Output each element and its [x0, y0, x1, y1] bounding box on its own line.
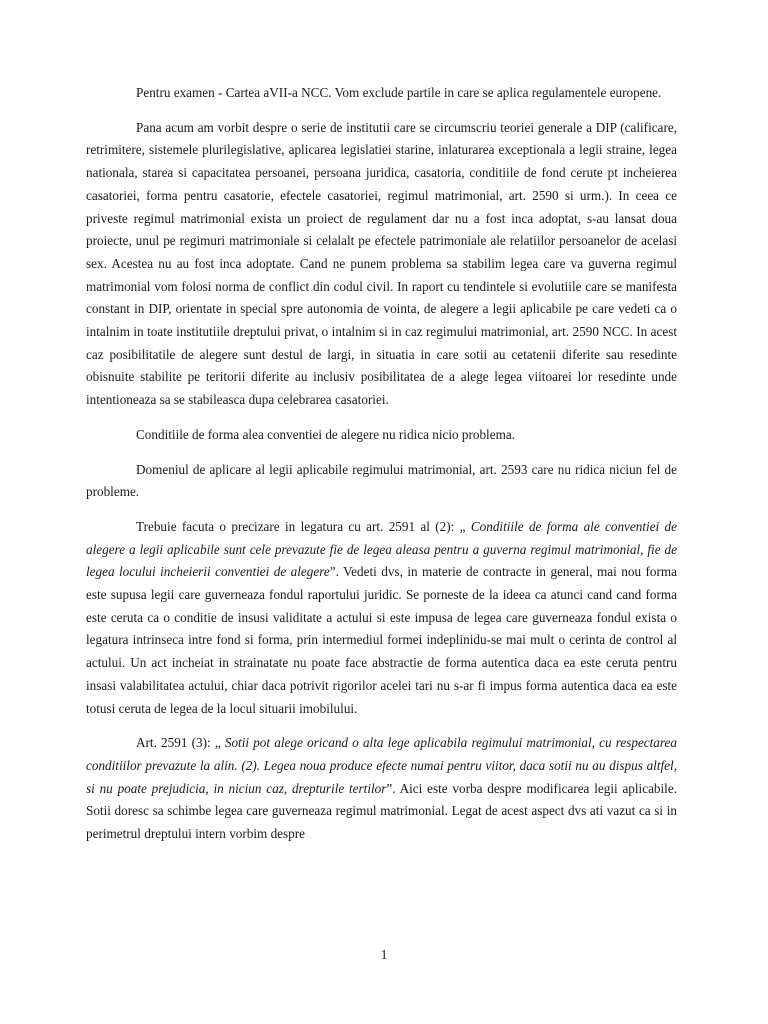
- paragraph-text: Conditiile de forma alea conventiei de alegere nu ridica nicio problema.: [136, 426, 515, 442]
- paragraph-text: Domeniul de aplicare al legii aplicabile regimului matrimonial, art. 2593 care nu ridica niciun fel de probleme.: [86, 461, 677, 500]
- paragraph: [86, 732, 677, 846]
- paragraph-text: Pentru examen - Cartea aVII-a NCC. Vom exclude partile in care se aplica regulamentele europene.: [136, 85, 662, 100]
- paragraph: [86, 82, 677, 105]
- document-body: [86, 82, 677, 858]
- quoted-article-text: Sotii pot alege oricand o alta lege aplicabila regimului matrimonial, cu respectarea conditiilor prevazute la alin. (2). Legea noua produce efecte numai pentru viitor, daca sotii nu au dispus altfel, si nu poate prejudicia, in niciun caz, drepturile tertilor: [86, 735, 677, 796]
- paragraph: [86, 516, 677, 720]
- paragraph-text: ”. Vedeti dvs, in materie de contracte in general, mai nou forma este supusa legii care guverneaza fondul raportului juridic. Se porneste de la ideea ca atunci cand cand forma este ceruta ca o conditie de insusi validitate a actului si este impusa de legea care guverneaza fondul exista o legatura intrinseca intre fond si forma, prin intermediul formei indeplinidu-se mai mult o cerinta de control al actului. Un act incheiat in strainatate nu poate face abstractie de forma autentica daca ea este ceruta pentru insasi valabilitatea actului, chiar daca potrivit rigorilor acelei tari nu s-ar fi impus forma autentica daca ea este totusi ceruta de legea de la locul situarii imobilului.: [86, 564, 678, 716]
- paragraph-text: Trebuie facuta o precizare in legatura cu art. 2591 al (2): „: [136, 518, 471, 534]
- page-number: 1: [380, 947, 388, 962]
- quoted-article-text: Conditiile de forma ale conventiei de alegere a legii aplicabile sunt cele prevazute fie de legea aleasa pentru a guverna regimul matrimonial, fie de legea locului incheierii conventiei de alegere: [86, 518, 677, 580]
- paragraph: [86, 117, 677, 412]
- paragraph: [86, 459, 677, 504]
- paragraph-text: Pana acum am vorbit despre o serie de institutii care se circumscriu teoriei generale a DIP (calificare, retrimitere, sistemele plurilegislative, aplicarea legislatiei starine, inlaturarea exceptionala a legii straine, legea nationala, starea si capacitatea persoanei, persoana juridica, casatoria, conditiile de fond cerute pt incheierea casatoriei, forma pentru casatorie, efectele casatoriei, regimul matrimonial, art. 2590 si urm.). In ceea ce priveste regimul matrimonial exista un proiect de regulament dar nu a fost inca adoptat, s-au lansat doua proiecte, unul pe regimuri matrimoniale si celalalt pe efectele patrimoniale ale relatiilor persoanelor de acelasi sex. Acestea nu au fost inca adoptate. Cand ne punem problema sa stabilim legea care va guverna regimul matrimonial vom folosi norma de conflict din codul civil. In raport cu tendintele si evolutiile care se manifesta constant in DIP, orientate in special spre autonomia de vointa, de alegere a legii aplicabile pe care vedeti ca o intalnim in toate institutiile dreptului privat, o intalnim si in caz regimului matrimonial, art. 2590 NCC. In acest caz posibilitatile de alegere sunt destul de largi, in situatia in care sotii au cetatenii diferite sau resedinte obisnuite stabilite pe teritorii diferite au inclusiv posibilitatea de a alege legea viitoarei lor resedinte unde intentioneaza sa se stabileasca dupa celebrarea casatoriei.: [86, 119, 677, 408]
- paragraph: [86, 424, 677, 447]
- paragraph-text: ”. Aici este vorba despre modificarea legii aplicabile. Sotii doresc sa schimbe legea care guverneaza regimul matrimonial. Legat de acest aspect dvs ati vazut ca si in perimetrul dreptului intern vorbim despre: [86, 780, 677, 842]
- paragraph-text: Art. 2591 (3): „: [136, 735, 225, 751]
